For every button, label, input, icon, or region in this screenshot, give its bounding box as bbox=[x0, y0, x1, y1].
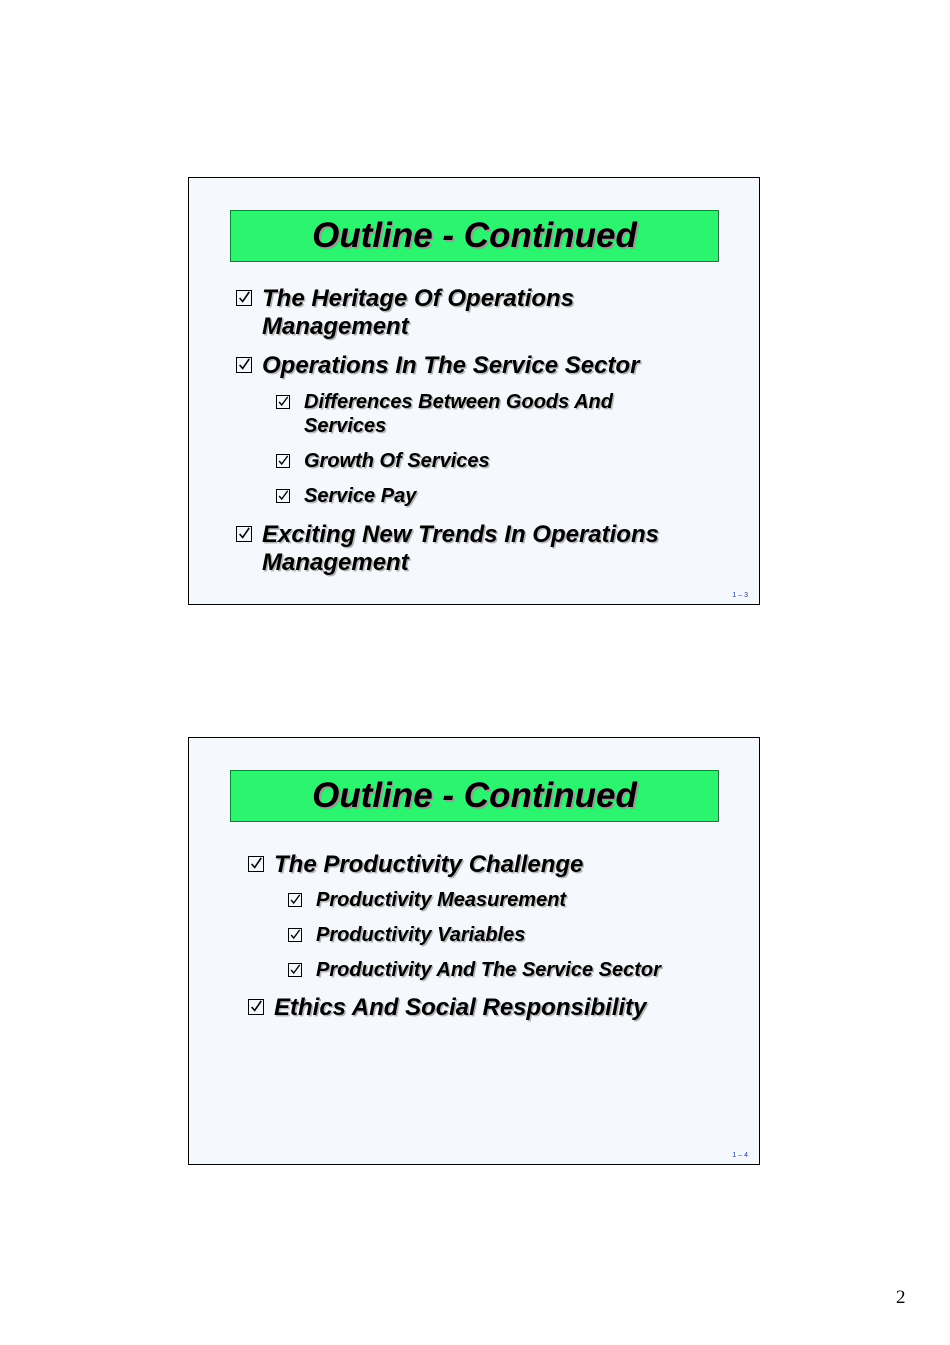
bullet-item bbox=[248, 994, 647, 1022]
sub-bullet-item bbox=[288, 923, 525, 947]
sub-bullet-text: Productivity And The Service Sector bbox=[316, 959, 661, 981]
checked-box-icon bbox=[248, 856, 264, 872]
checked-box-icon bbox=[236, 526, 252, 542]
slide-title: Outline - Continued bbox=[312, 216, 637, 255]
checked-box-icon bbox=[288, 928, 302, 942]
slide-title: Outline - Continued bbox=[312, 776, 637, 815]
sub-bullet-text: Service Pay bbox=[304, 485, 417, 507]
bullet-item bbox=[236, 352, 639, 380]
slide-1-3 bbox=[188, 177, 760, 605]
bullet-text: Ethics And Social Responsibility bbox=[274, 994, 647, 1021]
bullet-text: Operations In The Service Sector bbox=[262, 352, 640, 379]
bullet-item bbox=[236, 521, 659, 577]
checked-box-icon bbox=[236, 290, 252, 306]
checked-box-icon bbox=[288, 893, 302, 907]
bullet-text: Management bbox=[262, 549, 409, 576]
checked-box-icon bbox=[248, 999, 264, 1015]
bullet-text: The Productivity Challenge bbox=[274, 851, 584, 878]
bullet-text: The Heritage Of Operations bbox=[262, 285, 575, 312]
sub-bullet-text: Productivity Variables bbox=[316, 924, 526, 946]
checked-box-icon bbox=[236, 357, 252, 373]
sub-bullet-text: Productivity Measurement bbox=[316, 889, 567, 911]
checked-box-icon bbox=[276, 489, 290, 503]
sub-bullet-item bbox=[288, 958, 661, 982]
checked-box-icon bbox=[276, 454, 290, 468]
slide-title-box bbox=[230, 210, 719, 262]
slide-1-4 bbox=[188, 737, 760, 1165]
bullet-text: Management bbox=[262, 313, 409, 340]
slide-number: 1 – 3 bbox=[732, 592, 748, 599]
bullet-text: Exciting New Trends In Operations bbox=[262, 521, 659, 548]
sub-bullet-item bbox=[276, 484, 416, 508]
bullet-item bbox=[236, 285, 574, 341]
sub-bullet-item bbox=[288, 888, 566, 912]
checked-box-icon bbox=[288, 963, 302, 977]
sub-bullet-item bbox=[276, 390, 613, 438]
slide-title-box bbox=[230, 770, 719, 822]
page-number: 2 bbox=[896, 1287, 906, 1308]
sub-bullet-text: Services bbox=[304, 415, 387, 437]
sub-bullet-text: Growth Of Services bbox=[304, 450, 490, 472]
sub-bullet-text: Differences Between Goods And bbox=[304, 391, 613, 413]
bullet-item bbox=[248, 851, 583, 879]
checked-box-icon bbox=[276, 395, 290, 409]
sub-bullet-item bbox=[276, 449, 490, 473]
slide-number: 1 – 4 bbox=[732, 1152, 748, 1159]
